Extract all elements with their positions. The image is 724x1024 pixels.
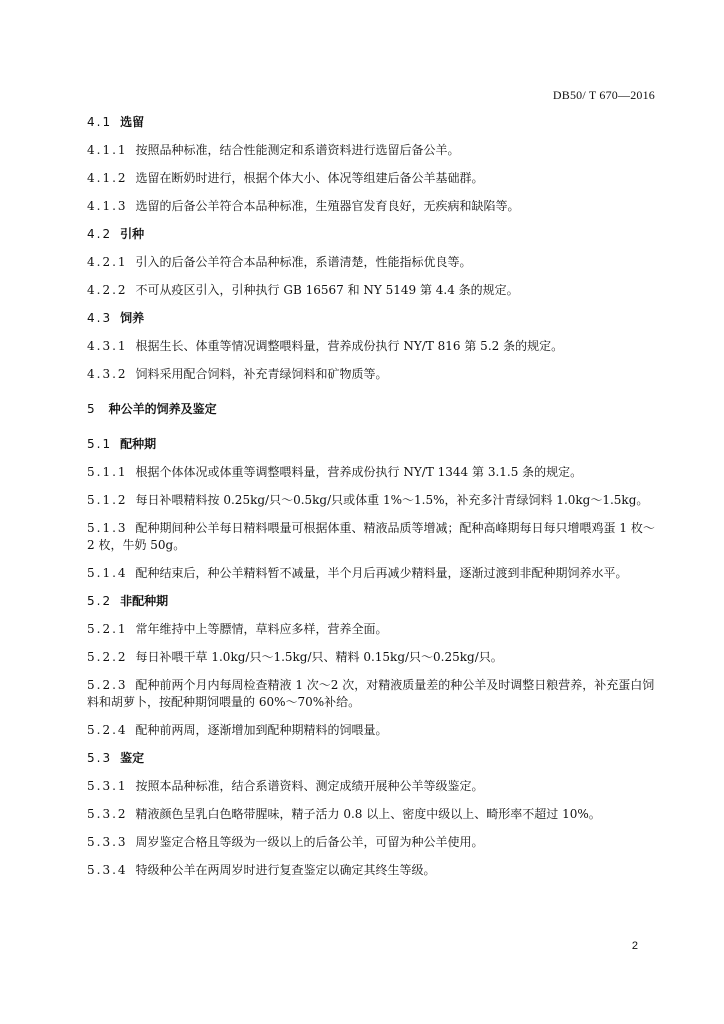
para-text: 配种前两周，逐渐增加到配种期精料的饲喂量。 <box>135 723 388 737</box>
heading-5-3 <box>87 750 657 767</box>
section-number: 5.1 <box>87 437 113 451</box>
para-text: 根据个体体况或体重等调整喂料量，营养成份执行 NY/T 1344 第 3.1.5 条的规定。 <box>135 465 583 479</box>
para-5-2-3 <box>87 677 657 711</box>
section-number: 4.3 <box>87 311 113 325</box>
para-text: 根据生长、体重等情况调整喂料量，营养成份执行 NY/T 816 第 5.2 条的规定。 <box>135 339 564 353</box>
para-text: 常年维持中上等膘情，草料应多样，营养全面。 <box>135 622 388 636</box>
para-text: 按照本品种标准，结合系谱资料、测定成绩开展种公羊等级鉴定。 <box>135 779 484 793</box>
para-4-1-2 <box>87 170 657 187</box>
section-number: 4.1.2 <box>87 171 128 185</box>
section-title: 配种期 <box>120 437 157 451</box>
para-4-1-1 <box>87 142 657 159</box>
section-number: 5.1.3 <box>87 521 128 535</box>
document-body <box>87 114 657 879</box>
section-number: 5.1.2 <box>87 493 128 507</box>
para-5-3-3 <box>87 834 657 851</box>
para-5-3-2 <box>87 806 657 823</box>
para-4-1-3 <box>87 198 657 215</box>
section-number: 5.2.4 <box>87 723 128 737</box>
section-title: 饲养 <box>120 311 145 325</box>
section-number: 5.3 <box>87 751 113 765</box>
section-number: 4.1.1 <box>87 143 128 157</box>
para-4-2-2 <box>87 282 657 299</box>
section-title: 选留 <box>120 115 145 129</box>
heading-4-1 <box>87 114 657 131</box>
heading-4-3 <box>87 310 657 327</box>
para-5-2-4 <box>87 722 657 739</box>
para-text: 每日补喂干草 1.0kg/只～1.5kg/只、精料 0.15kg/只～0.25kg/只。 <box>135 650 503 664</box>
chapter-number: 5 <box>87 402 97 416</box>
section-number: 5.2 <box>87 594 113 608</box>
para-text: 引入的后备公羊符合本品种标准，系谱清楚，性能指标优良等。 <box>135 255 472 269</box>
heading-5-2 <box>87 593 657 610</box>
para-4-3-1 <box>87 338 657 355</box>
para-4-3-2 <box>87 366 657 383</box>
section-number: 5.3.2 <box>87 807 128 821</box>
para-5-2-1 <box>87 621 657 638</box>
section-number: 5.2.1 <box>87 622 128 636</box>
section-number: 4.2.1 <box>87 255 128 269</box>
section-number: 4.2 <box>87 227 113 241</box>
section-title: 引种 <box>120 227 145 241</box>
standard-code-header: DB50/ T 670—2016 <box>552 88 655 102</box>
para-text: 配种结束后，种公羊精料暂不减量，半个月后再减少精料量，逐渐过渡到非配种期饲养水平。 <box>135 566 628 580</box>
section-number: 5.1.4 <box>87 566 128 580</box>
para-text: 每日补喂精料按 0.25kg/只～0.5kg/只或体重 1%～1.5%，补充多汁青绿饲料 1.0kg～1.5kg。 <box>135 493 649 507</box>
section-number: 5.2.3 <box>87 678 128 692</box>
heading-5-1 <box>87 436 657 453</box>
section-number: 5.3.3 <box>87 835 128 849</box>
section-number: 4.2.2 <box>87 283 128 297</box>
section-title: 非配种期 <box>120 594 169 608</box>
para-text: 不可从疫区引入，引种执行 GB 16567 和 NY 5149 第 4.4 条的规定。 <box>135 283 519 297</box>
heading-4-2 <box>87 226 657 243</box>
section-number: 5.3.1 <box>87 779 128 793</box>
page-number: 2 <box>631 940 638 952</box>
section-number: 4.1 <box>87 115 113 129</box>
para-text: 选留在断奶时进行，根据个体大小、体况等组建后备公羊基础群。 <box>135 171 484 185</box>
para-5-2-2 <box>87 649 657 666</box>
para-text: 配种前两个月内每周检查精液 1 次～2 次，对精液质量差的种公羊及时调整日粮营养，补充蛋白饲料和胡萝卜，按配种期饲喂量的 60%～70%补给。 <box>87 678 655 709</box>
section-number: 4.1.3 <box>87 199 128 213</box>
section-number: 4.3.1 <box>87 339 128 353</box>
chapter-5-heading <box>87 401 657 418</box>
para-text: 精液颜色呈乳白色略带腥味，精子活力 0.8 以上、密度中级以上、畸形率不超过 10%。 <box>135 807 601 821</box>
section-number: 5.1.1 <box>87 465 128 479</box>
para-text: 选留的后备公羊符合本品种标准，生殖器官发育良好，无疾病和缺陷等。 <box>135 199 520 213</box>
para-text: 配种期间种公羊每日精料喂量可根据体重、精液品质等增减；配种高峰期每日每只增喂鸡蛋 1 枚～2 枚，牛奶 50g。 <box>87 521 655 552</box>
section-number: 5.2.2 <box>87 650 128 664</box>
para-text: 特级种公羊在两周岁时进行复查鉴定以确定其终生等级。 <box>135 863 436 877</box>
section-number: 5.3.4 <box>87 863 128 877</box>
para-5-1-4 <box>87 565 657 582</box>
chapter-title: 种公羊的饲养及鉴定 <box>108 402 217 416</box>
section-title: 鉴定 <box>120 751 145 765</box>
para-5-3-1 <box>87 778 657 795</box>
para-4-2-1 <box>87 254 657 271</box>
para-5-1-1 <box>87 464 657 481</box>
section-number: 4.3.2 <box>87 367 128 381</box>
para-text: 按照品种标准，结合性能测定和系谱资料进行选留后备公羊。 <box>135 143 460 157</box>
para-5-1-2 <box>87 492 657 509</box>
para-5-3-4 <box>87 862 657 879</box>
para-text: 饲料采用配合饲料，补充青绿饲料和矿物质等。 <box>135 367 388 381</box>
para-5-1-3 <box>87 520 657 554</box>
para-text: 周岁鉴定合格且等级为一级以上的后备公羊，可留为种公羊使用。 <box>135 835 484 849</box>
